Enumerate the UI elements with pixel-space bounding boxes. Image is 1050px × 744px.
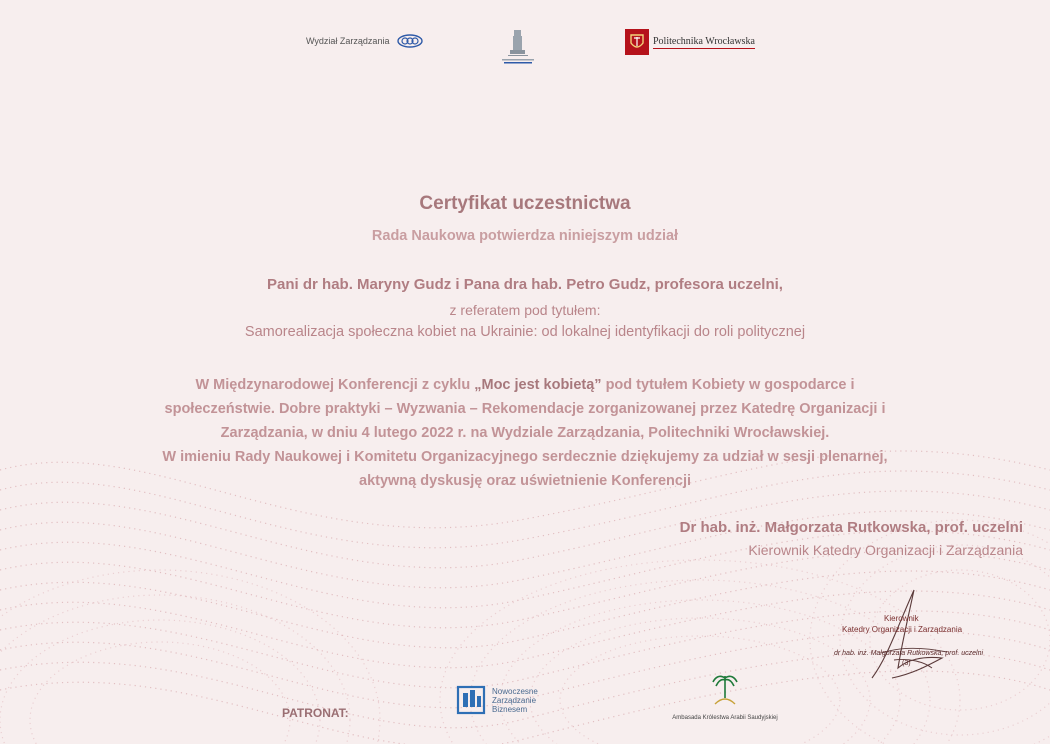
wydzial-zarzadzania-logo xyxy=(306,34,423,48)
handwritten-signature-icon xyxy=(832,588,992,683)
paragraph-line-2: społeczeństwie. Dobre praktyki – Wyzwania – Rekomendacje zorganizowanej przez Katedrę Organizacji i xyxy=(164,401,886,417)
politechnika-wroclawska-text: Politechnika Wrocławska xyxy=(653,35,755,47)
stamp-line-title: Kierownik xyxy=(884,614,919,623)
recipient-names: Pani dr hab. Maryny Gudz i Pana dra hab. Petro Gudz, profesora uczelni, xyxy=(267,276,783,293)
conference-series-name: „Moc jest kobietą” xyxy=(474,377,602,393)
stamp-line-department: Katedry Organizacji i Zarządzania xyxy=(842,625,963,634)
paragraph-line-5: aktywną dyskusję oraz uświetnienie Konferencji xyxy=(359,473,691,489)
patronat-label: PATRONAT: xyxy=(282,706,349,720)
nzb-text: Nowoczesne Zarządzanie Biznesem xyxy=(492,686,538,714)
certificate-title: Certyfikat uczestnictwa xyxy=(419,193,631,214)
saudi-embassy-logo xyxy=(660,672,790,721)
pwr-crest-icon xyxy=(625,29,649,55)
wz-emblem-icon xyxy=(397,34,423,48)
nowoczesne-zarzadzanie-biznesem-logo xyxy=(456,685,538,715)
paragraph-line-4: W imieniu Rady Naukowej i Komitetu Organizacyjnego serdecznie dziękujemy za udział w sesji plenarnej, xyxy=(162,449,888,465)
katedra-chess-logo-icon xyxy=(498,24,538,66)
paragraph-line-3: Zarządzania, w dniu 4 lutego 2022 r. na Wydziale Zarządzania, Politechniki Wrocławskiej. xyxy=(220,425,830,441)
reference-intro: z referatem pod tytułem: xyxy=(449,302,601,318)
conference-paragraph xyxy=(0,373,1050,493)
stamp-line-number: (3) xyxy=(902,660,911,667)
politechnika-wroclawska-logo xyxy=(625,29,755,55)
wydzial-zarzadzania-text: Wydział Zarządzania xyxy=(306,36,390,46)
paragraph-line-1: W Międzynarodowej Konferencji z cyklu „Moc jest kobietą” pod tytułem Kobiety w gospodarce i xyxy=(195,377,855,393)
signer-role: Kierownik Katedry Organizacji i Zarządzania xyxy=(748,542,1023,558)
palm-swords-emblem-icon xyxy=(712,672,738,708)
signer-block xyxy=(680,519,1023,558)
stamp-line-name: dr hab. inż. Małgorzata Rutkowska, prof. uczelni xyxy=(834,650,984,657)
signer-name: Dr hab. inż. Małgorzata Rutkowska, prof. uczelni xyxy=(679,519,1023,536)
reference-title: Samorealizacja społeczna kobiet na Ukrainie: od lokalnej identyfikacji do roli politycznej xyxy=(244,324,806,340)
official-stamp xyxy=(832,588,992,683)
nzb-emblem-icon xyxy=(456,685,486,715)
embassy-text: Ambasada Królestwa Arabii Saudyjskiej xyxy=(672,715,778,721)
certificate-subtitle: Rada Naukowa potwierdza niniejszym udział xyxy=(371,228,679,244)
